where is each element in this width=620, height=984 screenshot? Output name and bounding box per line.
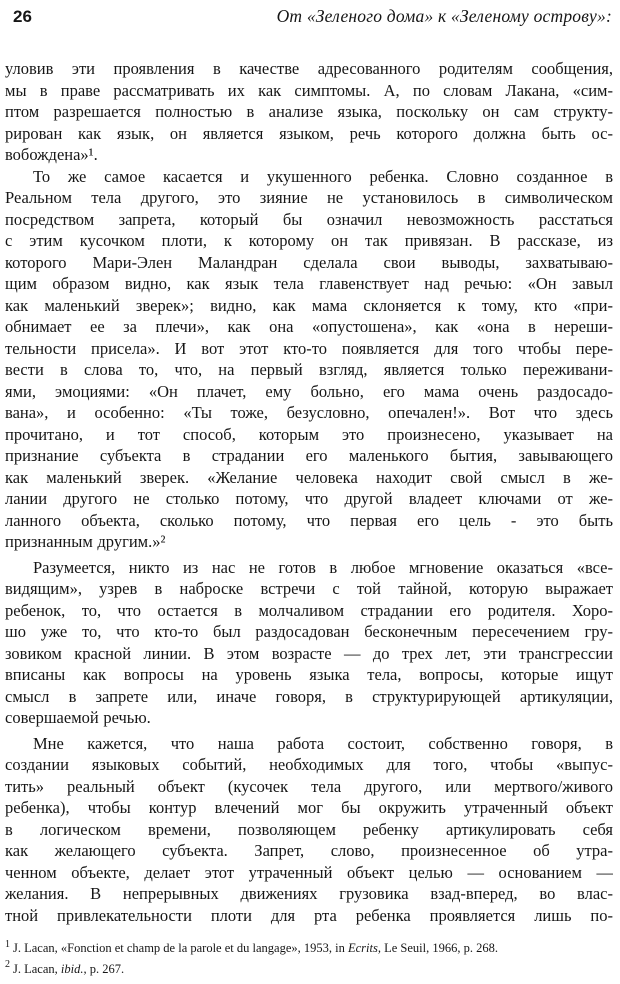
footnote-italic-text: ibid., [60, 961, 87, 976]
footnote-1 [5, 938, 610, 959]
text-line: как маленький зверек»; видно, как мама склоняется к тому, кто «при- [5, 295, 613, 315]
text-line: То же самое касается и укушенного ребенка. Словно созданное в [33, 166, 613, 186]
text-line: рирован как язык, он является языком, речь которого должна быть ос- [5, 123, 613, 143]
text-line: совершаемой речью. [5, 708, 151, 727]
text-line: Мне кажется, что наша работа состоит, собственно говоря, в [33, 733, 613, 753]
text-line: желания. В непрерывных движениях грузовика взад-вперед, во влас- [5, 884, 613, 903]
text-line: с этим кусочком плоти, к которому он так привязан. В рассказе, из [5, 231, 613, 250]
text-line: Разумеется, никто из нас не готов в любое мгновение оказаться «все- [33, 557, 613, 577]
paragraph [5, 733, 613, 927]
footnote-text: J. Lacan, «Fonction et champ de la parole et du langage», 1953, in [13, 941, 348, 955]
footnote-marker: 1 [5, 938, 10, 950]
text-line: смысл в запрете или, иначе говоря, в структурирующей артикуляции, [5, 686, 613, 706]
text-line: уловив эти проявления в качестве адресованного родителям сообщения, [5, 59, 613, 78]
footnote-italic-text: Ecrits, [347, 941, 381, 955]
text-line: тной привлекательности плоти для рта ребенка проявляется лишь по- [5, 905, 613, 925]
text-line: тельности присела». И вот этот кто-то появляется для того чтобы пере- [5, 338, 613, 358]
text-line: посредством запрета, который бы означил невозможность расстаться [5, 209, 613, 229]
text-line: ребенок, то, что остается в молчаливом страдании его родителя. Хоро- [5, 600, 613, 620]
footnote-2 [5, 959, 610, 980]
footnotes [5, 938, 610, 979]
text-line: зовиком красной линии. В этом возрасте — до трех лет, эти трансгрессии [5, 643, 613, 663]
paragraph [5, 166, 613, 553]
text-line: видящим», узрев в наброске встречи с той тайной, которую выражает [5, 579, 613, 598]
page-header [0, 0, 620, 27]
text-line: ями, эмоциями: «Он плачет, ему больно, его мама очень раздосадо- [5, 381, 613, 401]
paragraph [5, 557, 613, 729]
footnote-text: J. Lacan, [13, 961, 61, 976]
text-line: которого Мари-Элен Маландран сделала свои выводы, захватываю- [5, 252, 613, 272]
text-line: лании другого не столько потому, что другой владеет ключами от же- [5, 489, 613, 508]
text-line: вписаны как вопросы на уровень языка тела, вопросы, которые ищут [5, 665, 613, 684]
text-line: вобождена»¹. [5, 145, 98, 164]
text-line: шо уже то, что кто-то был раздосадован бесконечным пересечением гру- [5, 622, 613, 641]
text-line: как маленький зверек. «Желание человека находит свой смысл в же- [5, 467, 613, 487]
page-number: 26 [13, 7, 32, 26]
text-line: тить» реальный объект (кусочек тела другого, или мертвого/живого [5, 776, 613, 796]
text-line: ченном объекте, делает этот утраченный объект целью — основанием — [5, 862, 613, 882]
footnote-text: p. 267. [86, 961, 125, 976]
text-line: щим образом видно, как язык тела главенствует над речью: «Он завыл [5, 274, 613, 293]
paragraph [5, 58, 613, 166]
body-text [5, 58, 613, 926]
text-line: вести в слова то, что, на первый взгляд, является только переживани- [5, 360, 613, 379]
text-line: создании языковых событий, необходимых для того, чтобы «выпус- [5, 755, 613, 774]
text-line: ланного объекта, сколько потому, что первая его цель - это быть [5, 510, 613, 530]
footnote-text: Le Seuil, 1966, p. 268. [380, 941, 498, 955]
text-line: ребенка), чтобы контур влечений мог бы окружить утраченный объект [5, 798, 613, 817]
text-line: как желающего субъекта. Запрет, слово, произнесенное об утра- [5, 841, 613, 860]
running-title: От «Зеленого дома» к «Зеленому острову»: [276, 6, 612, 26]
text-line: птом разрешается полностью в анализе языка, поскольку он сам структу- [5, 102, 613, 121]
text-line: мы в праве рассматривать их как симптомы. А, по словам Лакана, «сим- [5, 80, 613, 100]
text-line: Реальном тела другого, это зияние не установилось в символическом [5, 188, 613, 207]
text-line: прочитано, и тот способ, которым это произнесено, указывает на [5, 424, 613, 444]
text-line: обнимает ее за плечи», как она «опустошена», как «она в нереши- [5, 317, 613, 336]
text-line: в логическом времени, позволяющем ребенку артикулировать себя [5, 819, 613, 839]
footnote-marker: 2 [5, 959, 10, 971]
text-line: признание субъекта в страдании его маленького бытия, завывающего [5, 446, 613, 465]
text-line: признанным другим.»² [5, 532, 166, 551]
text-line: вана», и особенно: «Ты тоже, безусловно, опечален!». Вот что здесь [5, 403, 613, 422]
